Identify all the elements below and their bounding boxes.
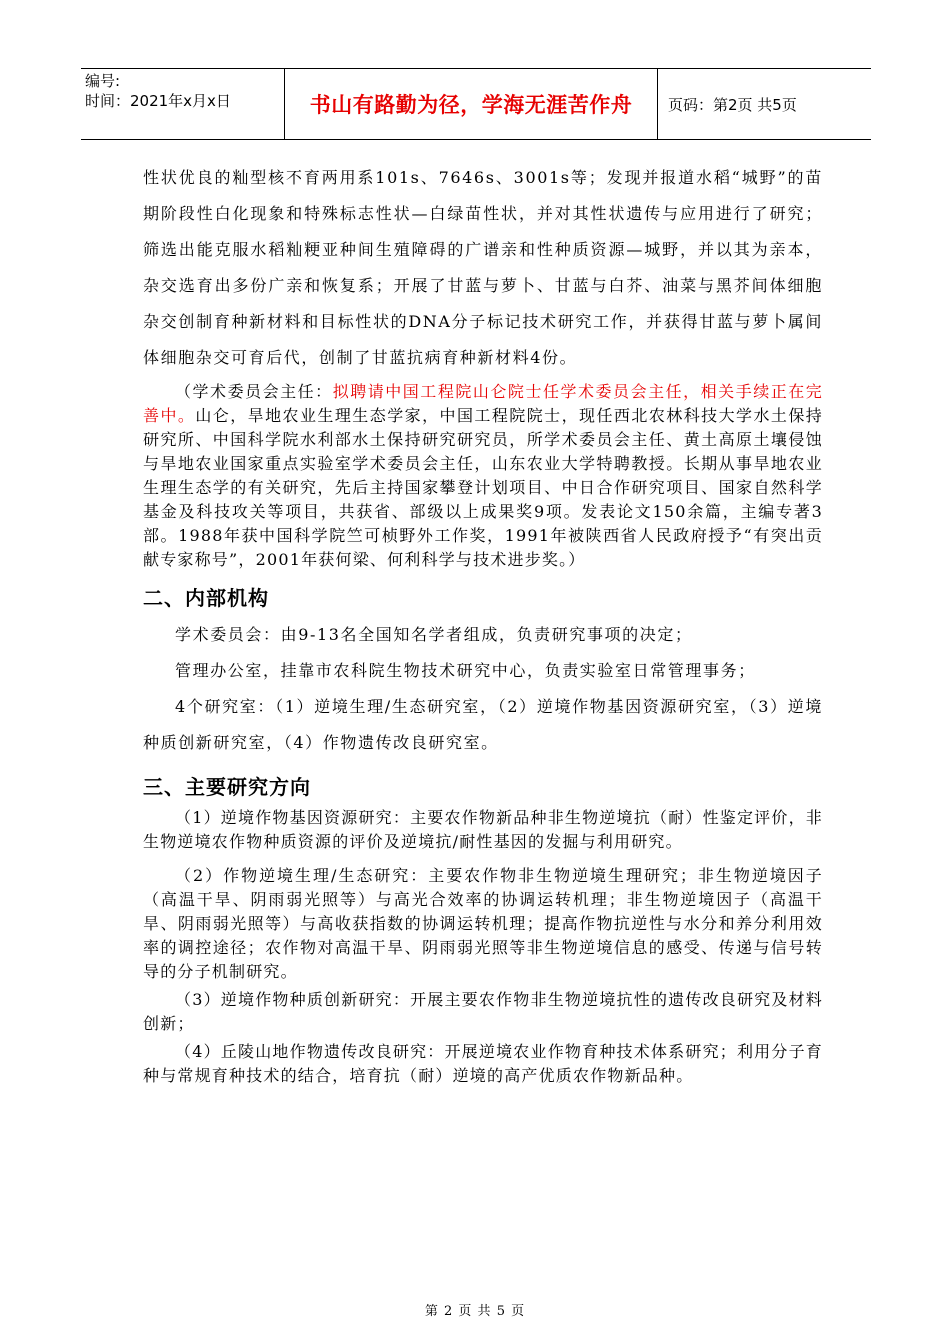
research-item: （1）逆境作物基因资源研究：主要农作物新品种非生物逆境抗（耐）性鉴定评价，非生物逆境农作物种质资源的评价及逆境抗/耐性基因的发掘与利用研究。 [143,808,823,851]
section-title-research-directions: 三、主要研究方向 [143,775,311,799]
research-item: （3）逆境作物种质创新研究：开展主要农作物非生物逆境抗性的遗传改良研究及材料创新； [143,990,823,1033]
page-footer: 第 2 页 共 5 页 [424,1304,526,1319]
page-header [81,68,871,140]
header-meta [81,69,285,139]
structure-item: 4个研究室：（1）逆境生理/生态研究室，（2）逆境作物基因资源研究室，（3）逆境种质创新研究室，（4）作物遗传改良研究室。 [143,697,823,752]
structure-item: 管理办公室，挂靠市农科院生物技术研究中心，负责实验室日常管理事务； [175,661,756,680]
committee-paragraph [143,380,823,572]
research-item: （4）丘陵山地作物遗传改良研究：开展逆境农业作物育种技术体系研究；利用分子育种与常规育种技术的结合，培育抗（耐）逆境的高产优质农作物新品种。 [143,1042,823,1085]
section-title-internal-structure: 二、内部机构 [143,586,269,610]
header-motto: 书山有路勤为径，学海无涯苦作舟 [285,69,658,139]
intro-paragraph: 性状优良的籼型核不育两用系101s、7646s、3001s等；发现并报道水稻“城野”的苗期阶段性白化现象和特殊标志性状—白绿苗性状，并对其性状遗传与应用进行了研究；筛选出能克服水稻籼粳亚种间生殖障碍的广谱亲和性种质资源—城野，并以其为亲本，杂交选育出多份广亲和恢复系；开展了甘蓝与萝卜、甘蓝与白芥、油菜与黑芥间体细胞杂交创制育种新材料和目标性状的DNA分子标记技术研究工作，并获得甘蓝与萝卜属间体细胞杂交可育后代，创制了甘蓝抗病育种新材料4份。 [143,168,823,367]
document-time-label: 时间：2021年x月x日 [85,92,231,110]
header-page-number: 页码：第2页 共5页 [668,95,797,114]
structure-item: 学术委员会：由9-13名全国知名学者组成，负责研究事项的决定； [175,625,693,644]
committee-bio: 山仑，旱地农业生理生态学家，中国工程院院士，现任西北农林科技大学水土保持研究所、中国科学院水利部水土保持研究研究员，所学术委员会主任、黄土高原土壤侵蚀与旱地农业国家重点实验室学术委员会主任，山东农业大学特聘教授。长期从事旱地农业生理生态学的有关研究，先后主持国家攀登计划项目、中日合作研究项目、国家自然科学基金及科技攻关等项目，共获省、部级以上成果奖9项。发表论文150余篇，主编专著3部。1988年获中国科学院竺可桢野外工作奖，1991年被陕西省人民政府授予“有突出贡献专家称号”，2001年获何梁、何利科学与技术进步奖。） [143,406,823,569]
committee-note: 拟聘请中国工程院山仑院士任学术委员会主任，相关手续正在完善中。 [143,382,823,425]
document-body [143,160,823,1088]
research-item: （2）作物逆境生理/生态研究：主要农作物非生物逆境生理研究；非生物逆境因子（高温干旱、阴雨弱光照等）与高光合效率的协调运转机理；非生物逆境因子（高温干旱、阴雨弱光照等）与高收获指数的协调运转机理；提高作物抗逆性与水分和养分利用效率的调控途径；农作物对高温干旱、阴雨弱光照等非生物逆境信息的感受、传递与信号转导的分子机制研究。 [143,866,823,981]
committee-prefix: （学术委员会主任： [175,382,333,401]
document-number-label: 编号: [85,72,121,90]
